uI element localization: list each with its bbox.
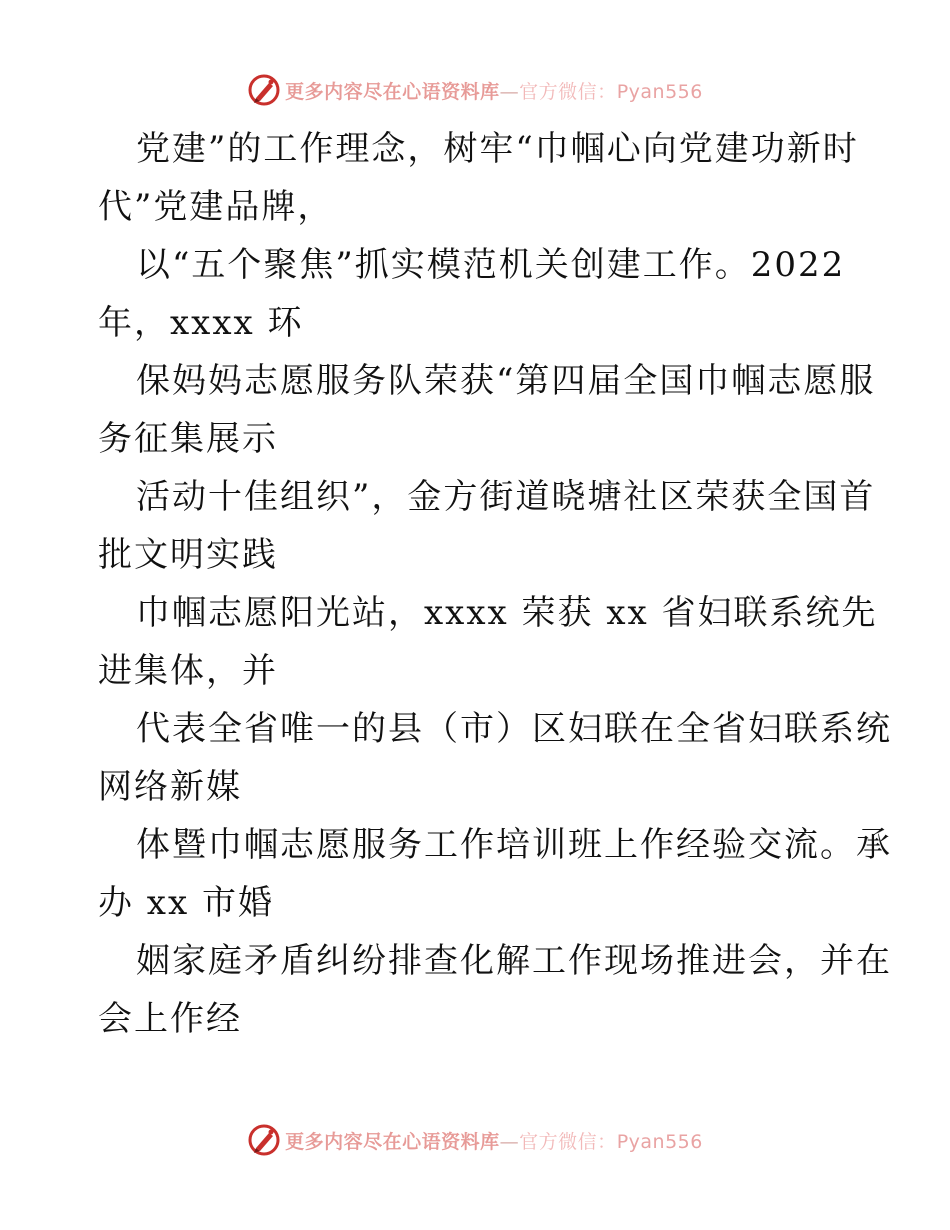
- footer-watermark-banner: [0, 1120, 950, 1160]
- pen-logo-icon: [247, 73, 281, 107]
- text-line: 活动十佳组织”，金方街道晓塘社区荣获全国首: [136, 477, 876, 517]
- banner-separator: —: [499, 80, 520, 103]
- text-line: 批文明实践: [98, 535, 278, 575]
- banner-official-label: 官方微信：: [519, 1130, 617, 1153]
- pen-logo-icon: [247, 1123, 281, 1157]
- text-line: 党建”的工作理念，树牢“巾帼心向党建功新时: [136, 129, 859, 169]
- text-line: 体暨巾帼志愿服务工作培训班上作经验交流。承: [136, 825, 892, 865]
- banner-separator: —: [499, 1130, 520, 1153]
- banner-text: [285, 1127, 703, 1154]
- text-line: 办 xx 市婚: [98, 883, 274, 923]
- text-line: 姻家庭矛盾纠纷排查化解工作现场推进会，并在: [136, 941, 892, 981]
- text-line: 代表全省唯一的县（市）区妇联在全省妇联系统: [136, 709, 892, 749]
- text-line: 以“五个聚焦”抓实模范机关创建工作。2022: [136, 245, 846, 285]
- text-line: 进集体，并: [98, 651, 278, 691]
- text-line: 年，xxxx 环: [98, 303, 304, 343]
- text-line: 巾帼志愿阳光站，xxxx 荣获 xx 省妇联系统先: [136, 593, 878, 633]
- body-paragraph: [98, 120, 892, 1048]
- text-line: 会上作经: [98, 999, 242, 1039]
- banner-official-label: 官方微信：: [519, 80, 617, 103]
- banner-wechat-id: Pyan556: [616, 80, 703, 103]
- banner-text: [285, 77, 703, 104]
- text-line: 务征集展示: [98, 419, 278, 459]
- banner-main-text: 更多内容尽在心语资料库: [285, 1130, 500, 1153]
- banner-main-text: 更多内容尽在心语资料库: [285, 80, 500, 103]
- text-line: 代”党建品牌，: [98, 187, 334, 227]
- text-line: 保妈妈志愿服务队荣获“第四届全国巾帼志愿服: [136, 361, 876, 401]
- text-line: 网络新媒: [98, 767, 242, 807]
- header-watermark-banner: [0, 70, 950, 110]
- banner-wechat-id: Pyan556: [616, 1130, 703, 1153]
